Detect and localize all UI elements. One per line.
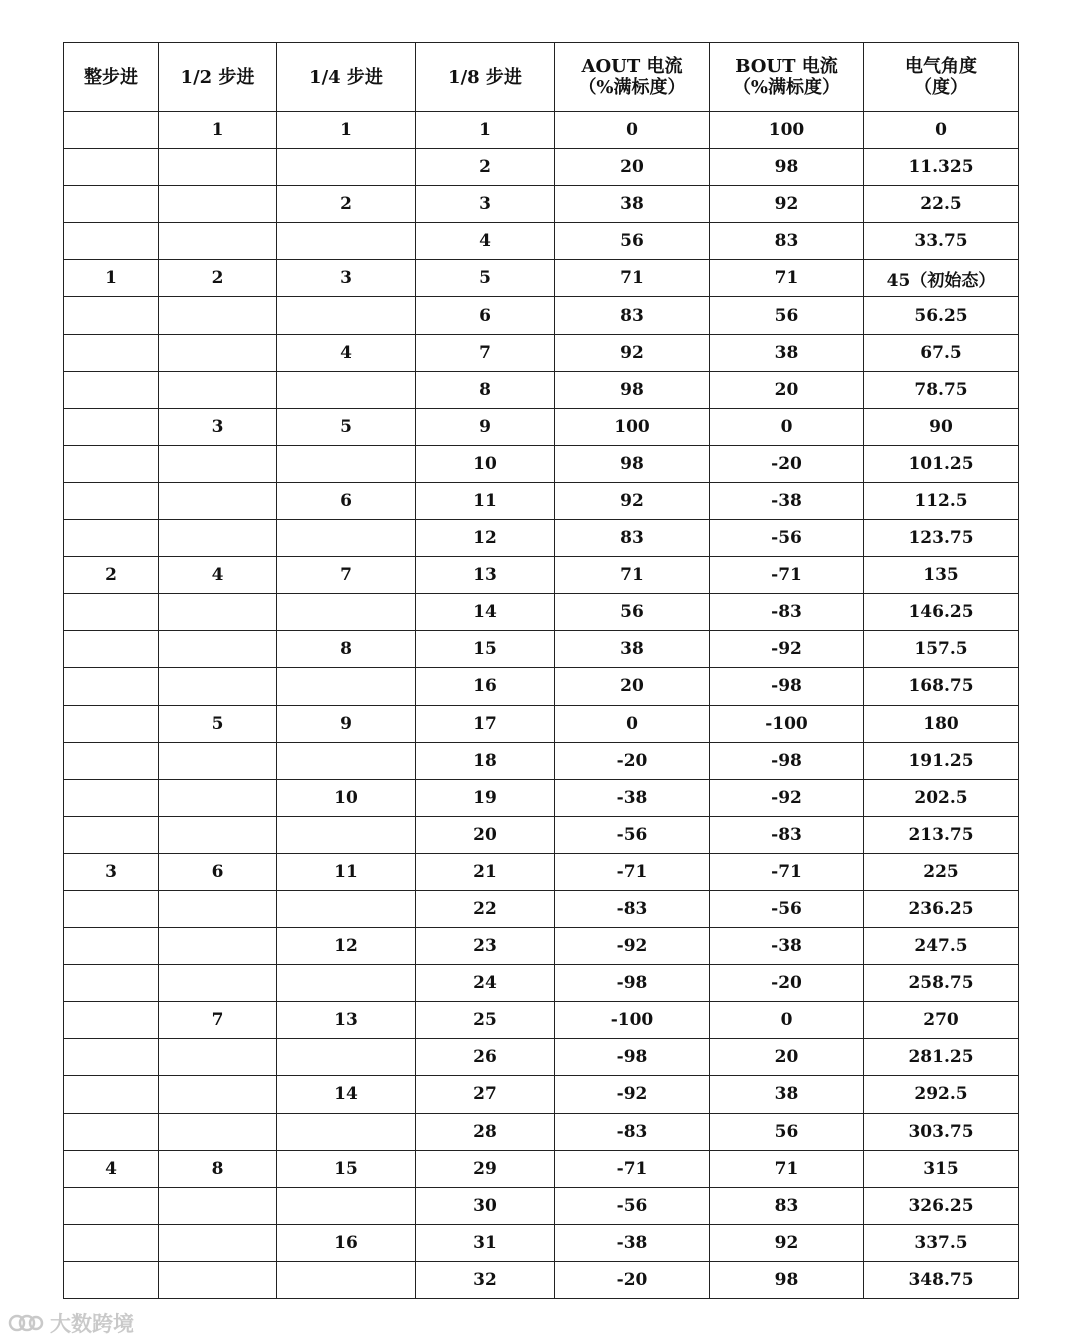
step-table <box>63 42 1019 1299</box>
table-row <box>64 482 1019 519</box>
table-cell: 2 <box>159 260 277 297</box>
table-row <box>64 1039 1019 1076</box>
table-cell <box>277 1113 416 1150</box>
table-cell: 100 <box>555 408 710 445</box>
table-cell: -92 <box>555 1076 710 1113</box>
table-cell: 13 <box>277 1002 416 1039</box>
column-header <box>277 43 416 112</box>
table-cell: 213.75 <box>864 816 1019 853</box>
table-cell <box>64 223 159 260</box>
table-cell: 20 <box>710 371 864 408</box>
table-cell: 168.75 <box>864 668 1019 705</box>
table-cell: 90 <box>864 408 1019 445</box>
table-cell: -56 <box>555 1187 710 1224</box>
table-cell: -71 <box>710 853 864 890</box>
table-cell: 20 <box>555 149 710 186</box>
table-cell: -100 <box>555 1002 710 1039</box>
table-row <box>64 371 1019 408</box>
table-cell: 225 <box>864 853 1019 890</box>
table-row <box>64 1113 1019 1150</box>
table-cell: 98 <box>555 371 710 408</box>
table-cell: -98 <box>555 1039 710 1076</box>
table-cell: 38 <box>710 1076 864 1113</box>
table-row <box>64 520 1019 557</box>
table-cell: 0 <box>864 112 1019 149</box>
table-cell: 12 <box>277 928 416 965</box>
table-row <box>64 631 1019 668</box>
table-cell: 3 <box>416 186 555 223</box>
table-cell: 326.25 <box>864 1187 1019 1224</box>
table-cell: 71 <box>710 260 864 297</box>
table-cell: -38 <box>710 482 864 519</box>
table-cell: 28 <box>416 1113 555 1150</box>
table-cell <box>159 890 277 927</box>
table-cell <box>159 149 277 186</box>
table-cell: 202.5 <box>864 779 1019 816</box>
table-cell <box>159 371 277 408</box>
table-cell: 19 <box>416 779 555 816</box>
table-cell <box>159 334 277 371</box>
table-cell: 9 <box>416 408 555 445</box>
table-cell: -20 <box>555 1261 710 1298</box>
table-cell <box>277 1261 416 1298</box>
column-header <box>555 43 710 112</box>
column-header-line: 1/8 步进 <box>448 66 522 88</box>
table-cell <box>159 1187 277 1224</box>
table-cell <box>277 149 416 186</box>
table-cell: 11 <box>277 853 416 890</box>
table-cell <box>64 742 159 779</box>
table-cell: 12 <box>416 520 555 557</box>
table-cell: -38 <box>555 1224 710 1261</box>
table-cell <box>159 1261 277 1298</box>
column-header-line: 1/2 步进 <box>180 66 255 88</box>
table-cell <box>64 928 159 965</box>
table-row <box>64 965 1019 1002</box>
table-row <box>64 1150 1019 1187</box>
table-cell <box>159 779 277 816</box>
table-cell <box>159 1076 277 1113</box>
table-cell <box>277 223 416 260</box>
table-row <box>64 260 1019 297</box>
column-header-line: AOUT 电流 <box>581 56 683 77</box>
table-cell: -83 <box>555 890 710 927</box>
table-cell: 14 <box>277 1076 416 1113</box>
table-cell: -56 <box>710 890 864 927</box>
table-cell <box>64 631 159 668</box>
table-row <box>64 149 1019 186</box>
table-cell: 281.25 <box>864 1039 1019 1076</box>
table-row <box>64 334 1019 371</box>
table-cell <box>159 482 277 519</box>
table-row <box>64 1224 1019 1261</box>
table-cell <box>159 668 277 705</box>
column-header <box>64 43 159 112</box>
table-cell <box>64 705 159 742</box>
table-cell: 135 <box>864 557 1019 594</box>
table-cell <box>64 371 159 408</box>
table-cell: 4 <box>277 334 416 371</box>
table-cell <box>64 408 159 445</box>
column-header-line: （%满标度） <box>732 77 841 98</box>
table-cell <box>277 816 416 853</box>
table-cell: 27 <box>416 1076 555 1113</box>
table-cell: 16 <box>416 668 555 705</box>
table-cell: 83 <box>555 520 710 557</box>
table-cell <box>64 112 159 149</box>
table-cell <box>64 334 159 371</box>
table-row <box>64 557 1019 594</box>
watermark-text: 大数跨境 <box>50 1312 134 1336</box>
table-cell: -83 <box>710 594 864 631</box>
table-cell: 3 <box>64 853 159 890</box>
table-cell <box>64 149 159 186</box>
table-cell <box>277 371 416 408</box>
table-cell: 92 <box>710 1224 864 1261</box>
table-cell: 8 <box>416 371 555 408</box>
table-row <box>64 1261 1019 1298</box>
table-cell: 38 <box>555 186 710 223</box>
table-cell <box>64 1113 159 1150</box>
table-cell <box>159 631 277 668</box>
table-row <box>64 779 1019 816</box>
table-cell <box>277 742 416 779</box>
table-cell: 4 <box>64 1150 159 1187</box>
table-cell: 83 <box>710 223 864 260</box>
table-cell: 71 <box>555 260 710 297</box>
table-row <box>64 742 1019 779</box>
table-cell: -83 <box>710 816 864 853</box>
table-row <box>64 853 1019 890</box>
column-header-line: 整步进 <box>84 66 138 88</box>
table-cell: 258.75 <box>864 965 1019 1002</box>
table-cell: 83 <box>555 297 710 334</box>
table-cell: 98 <box>710 149 864 186</box>
column-header-line: （%满标度） <box>578 77 686 98</box>
table-row <box>64 816 1019 853</box>
table-cell: 98 <box>710 1261 864 1298</box>
table-row <box>64 223 1019 260</box>
table-cell: 4 <box>159 557 277 594</box>
table-cell: 1 <box>159 112 277 149</box>
table-cell <box>159 594 277 631</box>
table-cell <box>64 186 159 223</box>
column-header-line: BOUT 电流 <box>735 56 838 77</box>
table-cell <box>159 1113 277 1150</box>
table-cell <box>277 1039 416 1076</box>
table-cell <box>64 1224 159 1261</box>
table-cell <box>159 445 277 482</box>
table-cell <box>159 1039 277 1076</box>
table-cell <box>64 594 159 631</box>
table-cell: 157.5 <box>864 631 1019 668</box>
table-cell: 31 <box>416 1224 555 1261</box>
table-cell: 98 <box>555 445 710 482</box>
table-cell: 270 <box>864 1002 1019 1039</box>
table-cell <box>64 445 159 482</box>
table-cell: 71 <box>555 557 710 594</box>
table-cell: 7 <box>416 334 555 371</box>
table-cell: 92 <box>555 482 710 519</box>
table-row <box>64 1187 1019 1224</box>
table-row <box>64 705 1019 742</box>
table-cell: 0 <box>555 705 710 742</box>
table-cell: 5 <box>416 260 555 297</box>
table-cell: 15 <box>416 631 555 668</box>
table-cell <box>159 1224 277 1261</box>
table-cell: -56 <box>710 520 864 557</box>
table-cell <box>159 965 277 1002</box>
table-cell <box>277 965 416 1002</box>
table-row <box>64 445 1019 482</box>
table-cell: 11 <box>416 482 555 519</box>
table-cell: 20 <box>416 816 555 853</box>
table-cell: -100 <box>710 705 864 742</box>
table-cell: 337.5 <box>864 1224 1019 1261</box>
table-cell: -20 <box>710 445 864 482</box>
table-cell: 1 <box>64 260 159 297</box>
table-cell <box>159 297 277 334</box>
column-header-line: 电气角度 <box>905 56 977 77</box>
table-cell <box>277 890 416 927</box>
table-cell: 8 <box>159 1150 277 1187</box>
table-cell: 0 <box>710 1002 864 1039</box>
table-cell <box>64 816 159 853</box>
table-cell <box>277 594 416 631</box>
table-cell: -98 <box>710 742 864 779</box>
table-cell: 56.25 <box>864 297 1019 334</box>
table-cell: 45（初始态） <box>864 260 1019 297</box>
table-cell: -71 <box>710 557 864 594</box>
table-cell: 7 <box>277 557 416 594</box>
table-row <box>64 890 1019 927</box>
watermark <box>8 1308 134 1338</box>
table-cell <box>159 928 277 965</box>
table-cell: 5 <box>277 408 416 445</box>
table-cell <box>159 186 277 223</box>
table-cell: 56 <box>555 223 710 260</box>
table-cell: 191.25 <box>864 742 1019 779</box>
table-cell: 11.325 <box>864 149 1019 186</box>
table-cell: 236.25 <box>864 890 1019 927</box>
header-row <box>64 43 1019 112</box>
column-header <box>710 43 864 112</box>
table-cell <box>277 297 416 334</box>
table-cell: 67.5 <box>864 334 1019 371</box>
table-cell: 10 <box>416 445 555 482</box>
table-cell: 13 <box>416 557 555 594</box>
table-cell: 123.75 <box>864 520 1019 557</box>
table-cell <box>277 445 416 482</box>
table-cell: 38 <box>555 631 710 668</box>
table-cell: 2 <box>64 557 159 594</box>
table-cell: 71 <box>710 1150 864 1187</box>
table-cell: 303.75 <box>864 1113 1019 1150</box>
table-cell <box>64 779 159 816</box>
table-cell: 83 <box>710 1187 864 1224</box>
table-cell: 22 <box>416 890 555 927</box>
table-cell: 315 <box>864 1150 1019 1187</box>
table-cell: 20 <box>710 1039 864 1076</box>
table-cell: 112.5 <box>864 482 1019 519</box>
table-cell: -38 <box>555 779 710 816</box>
column-header-line: 1/4 步进 <box>309 66 383 88</box>
column-header <box>416 43 555 112</box>
table-row <box>64 1002 1019 1039</box>
table-cell <box>64 1187 159 1224</box>
table-cell <box>64 965 159 1002</box>
table-cell <box>277 1187 416 1224</box>
table-cell <box>64 520 159 557</box>
table-row <box>64 668 1019 705</box>
table-row <box>64 928 1019 965</box>
column-header <box>864 43 1019 112</box>
table-cell: -98 <box>710 668 864 705</box>
table-cell: 33.75 <box>864 223 1019 260</box>
table-cell: -92 <box>710 779 864 816</box>
table-cell: 18 <box>416 742 555 779</box>
table-row <box>64 112 1019 149</box>
table-cell: 56 <box>555 594 710 631</box>
table-cell: 5 <box>159 705 277 742</box>
table-cell: 0 <box>710 408 864 445</box>
table-cell: 24 <box>416 965 555 1002</box>
table-cell: 23 <box>416 928 555 965</box>
table-cell: 101.25 <box>864 445 1019 482</box>
table-cell: -83 <box>555 1113 710 1150</box>
column-header-line: （度） <box>914 77 968 98</box>
table-cell: 6 <box>416 297 555 334</box>
table-cell <box>159 520 277 557</box>
column-header <box>159 43 277 112</box>
table-cell: 21 <box>416 853 555 890</box>
table-cell <box>159 742 277 779</box>
table-row <box>64 594 1019 631</box>
table-cell <box>64 1039 159 1076</box>
table-cell <box>159 816 277 853</box>
table-cell: 4 <box>416 223 555 260</box>
table-cell: 3 <box>277 260 416 297</box>
table-cell: 30 <box>416 1187 555 1224</box>
table-cell: 92 <box>710 186 864 223</box>
table-cell: 29 <box>416 1150 555 1187</box>
table-cell: 56 <box>710 297 864 334</box>
table-cell <box>159 223 277 260</box>
table-cell: -98 <box>555 965 710 1002</box>
table-cell: 22.5 <box>864 186 1019 223</box>
table-cell: 15 <box>277 1150 416 1187</box>
table-cell: 7 <box>159 1002 277 1039</box>
table-cell: -20 <box>710 965 864 1002</box>
table-cell: -92 <box>710 631 864 668</box>
table-cell: 1 <box>277 112 416 149</box>
table-row <box>64 186 1019 223</box>
table-cell <box>64 482 159 519</box>
table-cell: 9 <box>277 705 416 742</box>
table-cell: 292.5 <box>864 1076 1019 1113</box>
table-cell <box>277 668 416 705</box>
table-cell <box>64 297 159 334</box>
table-cell: 247.5 <box>864 928 1019 965</box>
table-cell <box>64 1261 159 1298</box>
table-row <box>64 408 1019 445</box>
table-row <box>64 297 1019 334</box>
table-cell: 146.25 <box>864 594 1019 631</box>
table-cell: 16 <box>277 1224 416 1261</box>
table-cell <box>64 890 159 927</box>
table-cell: -20 <box>555 742 710 779</box>
table-cell: -92 <box>555 928 710 965</box>
table-cell: 56 <box>710 1113 864 1150</box>
table-cell: 20 <box>555 668 710 705</box>
table-cell: 2 <box>416 149 555 186</box>
table-cell: 78.75 <box>864 371 1019 408</box>
table-cell: 3 <box>159 408 277 445</box>
table-cell: -38 <box>710 928 864 965</box>
table-cell <box>64 1076 159 1113</box>
table-body <box>64 112 1019 1299</box>
table-cell: 38 <box>710 334 864 371</box>
table-cell: 0 <box>555 112 710 149</box>
table-cell: -56 <box>555 816 710 853</box>
table-row <box>64 1076 1019 1113</box>
table-cell: 348.75 <box>864 1261 1019 1298</box>
table-cell: 6 <box>277 482 416 519</box>
logo-icon <box>8 1310 44 1336</box>
table-cell: 25 <box>416 1002 555 1039</box>
table-cell: -71 <box>555 1150 710 1187</box>
table-cell: 10 <box>277 779 416 816</box>
table-cell: 1 <box>416 112 555 149</box>
table-cell: 6 <box>159 853 277 890</box>
table-cell: 2 <box>277 186 416 223</box>
table-cell: 14 <box>416 594 555 631</box>
table-cell: 17 <box>416 705 555 742</box>
table-cell: -71 <box>555 853 710 890</box>
table-cell: 32 <box>416 1261 555 1298</box>
table-cell <box>277 520 416 557</box>
table-cell <box>64 1002 159 1039</box>
table-cell: 8 <box>277 631 416 668</box>
table-cell: 180 <box>864 705 1019 742</box>
table-cell: 100 <box>710 112 864 149</box>
table-cell <box>64 668 159 705</box>
table-cell: 26 <box>416 1039 555 1076</box>
table-cell: 92 <box>555 334 710 371</box>
